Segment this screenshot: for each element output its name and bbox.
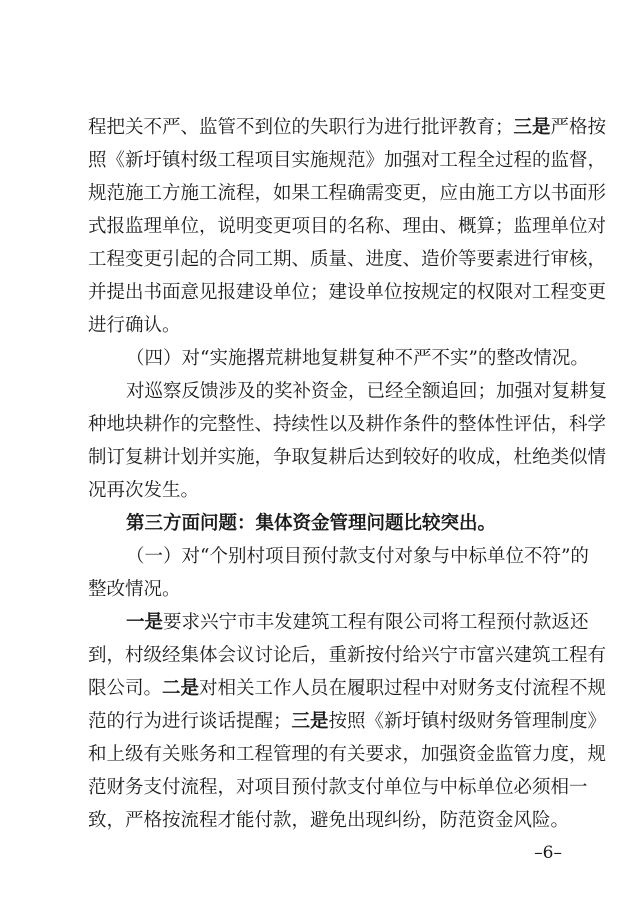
text-run: 限公司。	[88, 678, 163, 699]
text-line: 对巡察反馈涉及的奖补资金，已经全额追回；加强对复耕复	[126, 381, 608, 402]
text-line	[126, 611, 589, 635]
text-line: 规范施工方施工流程，如果工程确需变更，应由施工方以书面形	[88, 183, 607, 204]
bold-run: 三是	[291, 711, 329, 732]
text-line	[88, 710, 607, 734]
bold-run: 二是	[162, 678, 200, 699]
text-line: 致，严格按流程才能付款，避免出现纠纷，防范资金风险。	[88, 810, 570, 831]
text-line: 到，村级经集体会议讨论后，重新按付给兴宁市富兴建筑工程有	[88, 645, 607, 666]
text-run: 严格按	[550, 117, 607, 138]
section-heading: 第三方面问题：集体资金管理问题比较突出。	[126, 513, 497, 534]
text-run: 按照《新圩镇村级财务管理制度》	[328, 711, 607, 732]
text-line: 制订复耕计划并实施，争取复耕后达到较好的收成，杜绝类似情	[88, 447, 607, 468]
text-line: 况再次发生。	[88, 480, 200, 501]
text-run: 程把关不严、监管不到位的失职行为进行批评教育；	[88, 117, 514, 138]
bold-run: 一是	[126, 612, 164, 633]
text-run: 范的行为进行谈话提醒；	[88, 711, 292, 732]
text-line: 进行确认。	[88, 315, 181, 336]
text-line	[88, 677, 607, 701]
text-line: 照《新圩镇村级工程项目实施规范》加强对工程全过程的监督，	[88, 150, 607, 171]
text-line: 工程变更引起的合同工期、质量、进度、造价等要素进行审核，	[88, 249, 607, 270]
text-line: 并提出书面意见报建设单位；建设单位按规定的权限对工程变更	[88, 282, 607, 303]
bold-run: 三是	[513, 117, 551, 138]
page-number: –6–	[534, 843, 562, 863]
text-line: 范财务支付流程，对项目预付款支付单位与中标单位必须相一	[88, 777, 588, 798]
text-run: 要求兴宁市丰发建筑工程有限公司将工程预付款返还	[163, 612, 589, 633]
text-line: 整改情况。	[88, 579, 181, 600]
text-line: 和上级有关账务和工程管理的有关要求，加强资金监管力度，规	[88, 744, 607, 765]
text-run: 对相关工作人员在履职过程中对财务支付流程不规	[199, 678, 607, 699]
text-line: 式报监理单位，说明变更项目的名称、理由、概算；监理单位对	[88, 216, 607, 237]
text-line	[88, 116, 607, 140]
text-line: 种地块耕作的完整性、持续性以及耕作条件的整体性评估，科学	[88, 414, 607, 435]
section-subheading: （一）对“个别村项目预付款支付对象与中标单位不符”的	[126, 546, 589, 567]
section-subheading: （四）对“实施撂荒耕地复耕复种不严不实”的整改情况。	[126, 348, 589, 369]
